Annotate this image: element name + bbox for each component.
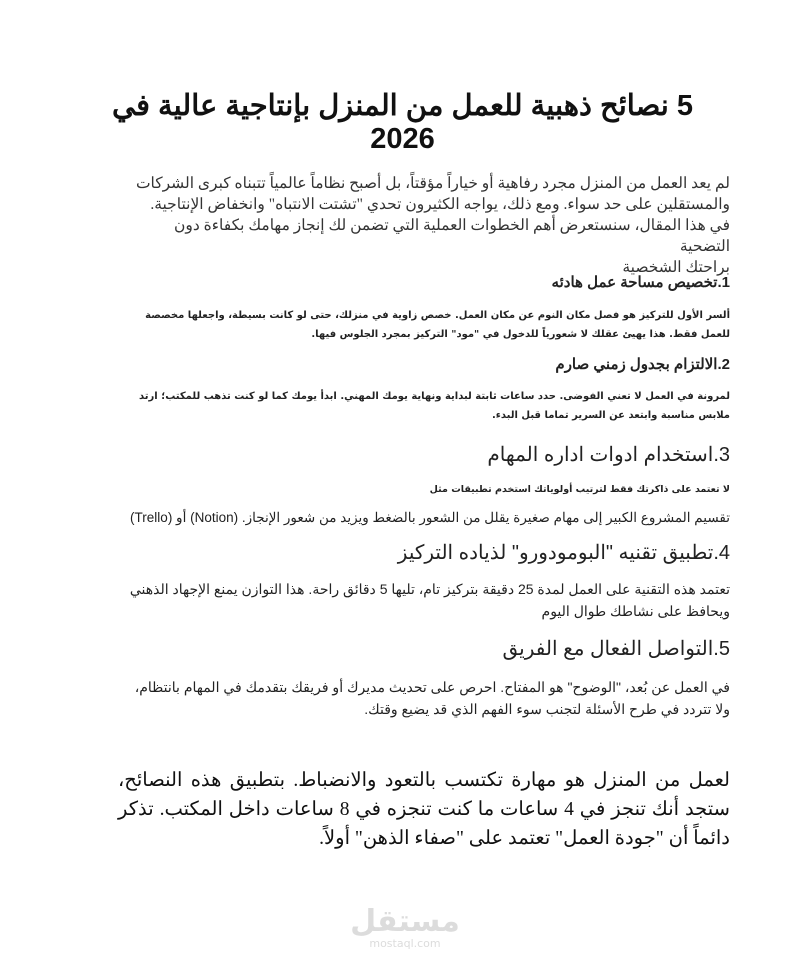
conclusion-paragraph: لعمل من المنزل هو مهارة تكتسب بالتعود والانضباط. بتطبيق هذه النصائح، ستجد أنك تنجز في 4 ساعات ما كنت تنجزه في 8 ساعات داخل المكتب. تذكر دائماً أن "جودة العمل" تعتمد على "صفاء الذهن" أولاً. [118,770,730,849]
intro-line: لم يعد العمل من المنزل مجرد رفاهية أو خياراً مؤقتاً، بل أصبح نظاماً عالمياً تتبناه كبرى الشركات [135,175,730,192]
section-body-workspace: ألسر الأول للتركيز هو فصل مكان النوم عن مكان العمل. خصص زاوية في منزلك، حتى لو كانت بسيطة، واجعلها مخصصة للعمل فقط. هذا يهيئ عقلك لا شعورياً للدخول في "مود" التركيز بمجرد الجلوس فيها. [145,310,730,340]
section-body-pomodoro: تعتمد هذه التقنية على العمل لمدة 25 دقيقة بتركيز تام، تليها 5 دقائق راحة. هذا التوازن يمنع الإجهاد الذهني ويحافظ على نشاطك طوال اليوم [129,581,730,619]
section-heading-pomodoro: 4.تطبيق تقنيه "البومودورو" لذياده التركيز [397,542,730,564]
intro-line: براحتك الشخصية [622,259,730,276]
section-heading-schedule: 2.الالتزام بجدول زمني صارم [555,356,730,373]
section-body-task-tools: تقسيم المشروع الكبير إلى مهام صغيرة يقلل من الشعور بالضغط ويزيد من شعور الإنجاز. (Notion) أو (Trello) [130,510,730,525]
watermark-latin: mostaql.com [369,937,441,950]
watermark-arabic: مستقل [350,904,460,939]
article-title: 5 نصائح ذهبية للعمل من المنزل بإنتاجية عالية في 2026 [111,90,694,155]
section-heading-task-tools: 3.استخدام ادوات اداره المهام [487,444,730,466]
section-body-schedule: لمرونة في العمل لا تعني الفوضى. حدد ساعات ثابتة لبداية ونهاية يومك المهني. ابدأ يومك كما لو كنت تذهب للمكتب؛ ارتد ملابس مناسبة وابتعد عن السرير تماما قبل البدء. [139,391,730,421]
section-heading-workspace: 1.تخصيص مساحة عمل هادئه [551,274,730,291]
section-note-task-tools: لا تعتمد على ذاكرتك فقط لترتيب أولوياتك استخدم تطبيقات مثل [429,484,730,495]
intro-line: في هذا المقال، سنستعرض أهم الخطوات العملية التي تضمن لك إنجاز مهامك بكفاءة دون التضحية [173,217,730,255]
intro-line: والمستقلين على حد سواء. ومع ذلك، يواجه الكثيرون تحدي "تشتت الانتباه" وانخفاض الإنتاجية. [150,196,730,213]
intro-paragraph [120,173,730,278]
section-heading-communication: 5.التواصل الفعال مع الفريق [502,638,730,660]
mostaql-watermark-logo [350,905,460,950]
section-body-communication: في العمل عن بُعد، "الوضوح" هو المفتاح. احرص على تحديث مديرك أو فريقك بتقدمك في المهام بانتظام، ولا تتردد في طرح الأسئلة لتجنب سوء الفهم الذي قد يضيع وقتك. [134,679,730,717]
